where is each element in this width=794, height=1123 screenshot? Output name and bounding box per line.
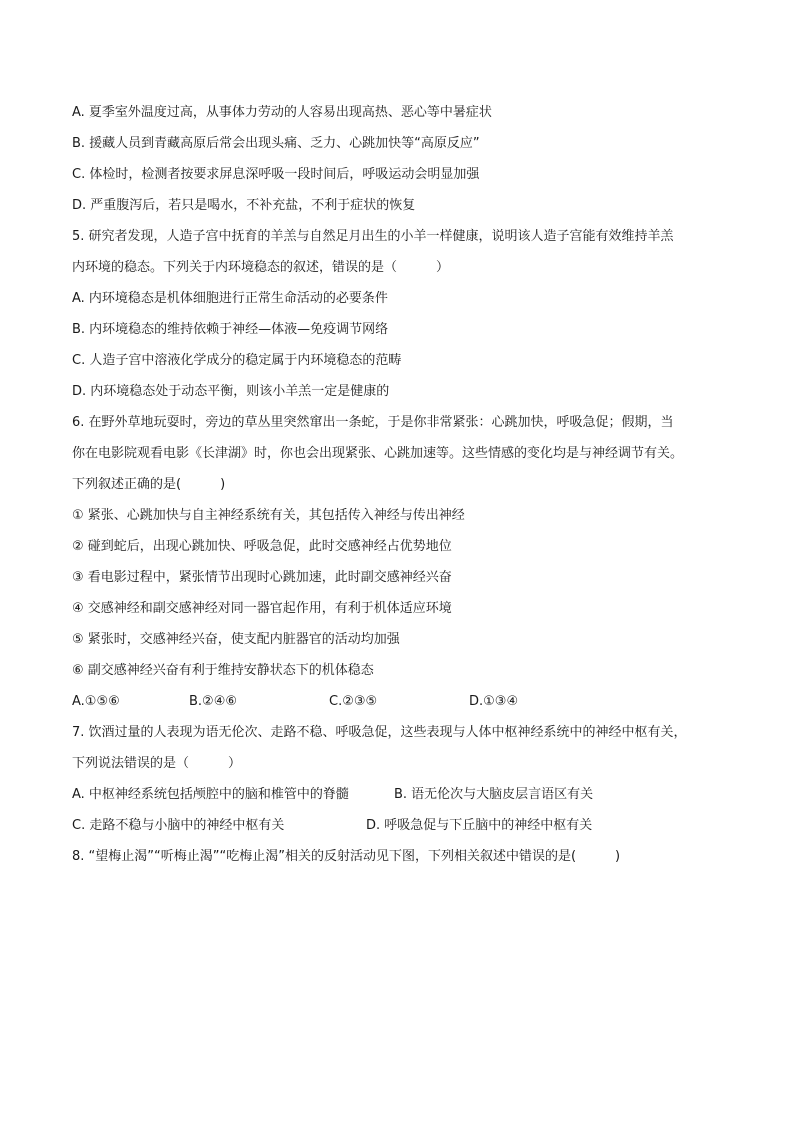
q5-stem-line1: 5. 研究者发现，人造子宫中抚育的羊羔与自然足月出生的小羊一样健康，说明该人造子宫能有效维持羊羔: [72, 229, 674, 244]
q6-stem-line3: 下列叙述正确的是( ): [72, 477, 226, 492]
q6-statement-1: ① 紧张、心跳加快与自主神经系统有关，其包括传入神经与传出神经: [72, 508, 465, 523]
q4-option-c: C. 体检时，检测者按要求屏息深呼吸一段时间后，呼吸运动会明显加强: [72, 167, 480, 182]
q8-stem: 8. “望梅止渴”“听梅止渴”“吃梅止渴”相关的反射活动见下图，下列相关叙述中错误的是( ): [72, 849, 621, 864]
q6-option-b: B.②④⑥: [189, 694, 238, 709]
q6-statement-3: ③ 看电影过程中，紧张情节出现时心跳加速，此时副交感神经兴奋: [72, 570, 452, 585]
q4-option-b: B. 援藏人员到青藏高原后常会出现头痛、乏力、心跳加快等“高原反应”: [72, 136, 480, 151]
q5-option-d: D. 内环境稳态处于动态平衡，则该小羊羔一定是健康的: [72, 384, 390, 399]
q7-option-a: A. 中枢神经系统包括颅腔中的脑和椎管中的脊髓: [72, 787, 349, 802]
q7-stem-line2: 下列说法错误的是（ ）: [72, 756, 242, 771]
q7-option-d: D. 呼吸急促与下丘脑中的神经中枢有关: [366, 818, 593, 833]
q5-stem-line2: 内环境的稳态。下列关于内环境稳态的叙述，错误的是（ ）: [72, 260, 450, 275]
q7-stem-line1: 7. 饮酒过量的人表现为语无伦次、走路不稳、呼吸急促，这些表现与人体中枢神经系统中的神经中枢有关，: [72, 725, 687, 740]
q7-options-row1: [72, 786, 737, 804]
q5-option-c: C. 人造子宫中溶液化学成分的稳定属于内环境稳态的范畴: [72, 353, 402, 368]
q6-option-a: A.①⑤⑥: [72, 694, 120, 709]
q5-option-b: B. 内环境稳态的维持依赖于神经—体液—免疫调节网络: [72, 322, 389, 337]
q6-statement-4: ④ 交感神经和副交感神经对同一器官起作用，有利于机体适应环境: [72, 601, 452, 616]
q4-option-a: A. 夏季室外温度过高，从事体力劳动的人容易出现高热、恶心等中暑症状: [72, 105, 492, 120]
q7-option-c: C. 走路不稳与小脑中的神经中枢有关: [72, 818, 285, 833]
q6-stem-line2: 你在电影院观看电影《长津湖》时，你也会出现紧张、心跳加速等。这些情感的变化均是与神经调节有关。: [72, 446, 684, 461]
q6-options-row: [72, 693, 737, 711]
q7-options-row2: [72, 817, 737, 835]
q6-statement-6: ⑥ 副交感神经兴奋有利于维持安静状态下的机体稳态: [72, 663, 374, 678]
q5-option-a: A. 内环境稳态是机体细胞进行正常生命活动的必要条件: [72, 291, 388, 306]
q6-stem-line1: 6. 在野外草地玩耍时，旁边的草丛里突然窜出一条蛇，于是你非常紧张：心跳加快，呼吸急促；假期，当: [72, 415, 674, 430]
q6-option-c: C.②③⑤: [329, 694, 378, 709]
q4-option-d: D. 严重腹泻后，若只是喝水，不补充盐，不利于症状的恢复: [72, 198, 416, 213]
q6-option-d: D.①③④: [469, 694, 519, 709]
q6-statement-5: ⑤ 紧张时，交感神经兴奋，使支配内脏器官的活动均加强: [72, 632, 400, 647]
q7-option-b: B. 语无伦次与大脑皮层言语区有关: [394, 787, 594, 802]
q6-statement-2: ② 碰到蛇后，出现心跳加快、呼吸急促，此时交感神经占优势地位: [72, 539, 452, 554]
